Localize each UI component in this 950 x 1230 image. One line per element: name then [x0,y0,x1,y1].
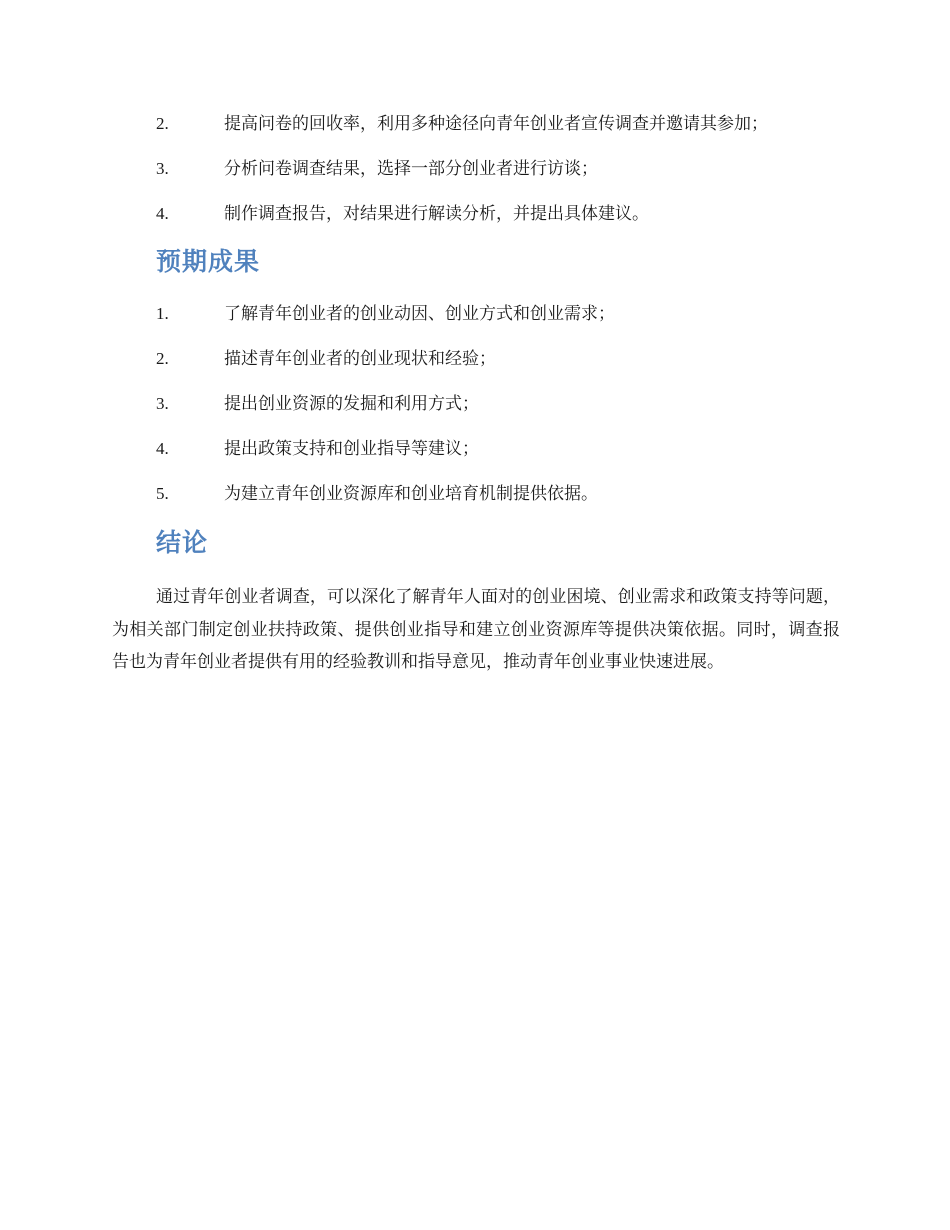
list-number: 3. [156,394,169,413]
list-number: 4. [156,204,169,223]
list-number: 2. [156,349,169,368]
list-item [0,200,950,228]
list-text: 为建立青年创业资源库和创业培育机制提供依据。 [224,484,598,504]
list-text: 提高问卷的回收率，利用多种途径向青年创业者宣传调查并邀请其参加； [224,114,768,134]
list-text: 制作调查报告，对结果进行解读分析，并提出具体建议。 [224,204,649,224]
conclusion-heading: 结论 [156,528,209,557]
list-item [0,435,950,463]
list-item [0,155,950,183]
list-item [0,345,950,373]
list-text: 提出创业资源的发掘和利用方式； [224,394,479,414]
list-number: 3. [156,159,169,178]
list-item [0,390,950,418]
list-item [0,300,950,328]
list-number: 2. [156,114,169,133]
list-text: 描述青年创业者的创业现状和经验； [224,349,496,369]
list-text: 分析问卷调查结果，选择一部分创业者进行访谈； [224,159,598,179]
list-number: 4. [156,439,169,458]
conclusion-paragraph: 通过青年创业者调查，可以深化了解青年人面对的创业困境、创业需求和政策支持等问题，为相关部门制定创业扶持政策、提供创业指导和建立创业资源库等提供决策依据。同时，调查报告也为青年创业者提供有用的经验教训和指导意见，推动青年创业事业快速进展。 [112,587,840,672]
list-number: 1. [156,304,169,323]
list-item [0,480,950,508]
list-item [0,110,950,138]
list-text: 了解青年创业者的创业动因、创业方式和创业需求； [224,304,615,324]
expected-results-heading: 预期成果 [156,247,261,276]
list-number: 5. [156,484,169,503]
list-text: 提出政策支持和创业指导等建议； [224,439,479,459]
